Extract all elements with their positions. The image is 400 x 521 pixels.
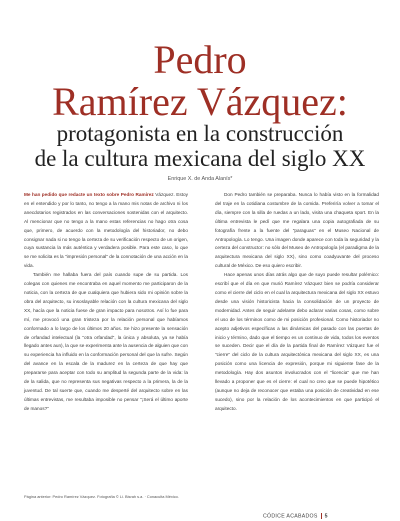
article-title-line2: Ramírez Vázquez: bbox=[52, 79, 348, 124]
left-column bbox=[24, 191, 188, 414]
footer-divider bbox=[321, 513, 322, 519]
right-paragraph-2: Hace apenas unos días atrás algo que de suyo puede resultar polémico: escribí que el día en que murió Ramírez Vázquez bien se podría considerar como el cierre del ciclo en el cual la arquitectura mexicana del siglo XX estuvo desde una visión historicista hacia la consolidación de un proyecto de modernidad. Antes de seguir adelante debo aclarar varias cosas, como sobre el uso de los términos como de mi posición profesional. Como historiador no acepto adjetivos específicas a las dinámicas del pasado con las puertas de inicio y término, dado que el tiempo es un continuo de vida, todos los eventos se suceden. Decir que el día de la partida final de Ramírez Vázquez fue el "cierre" del ciclo de la cultura arquitectónica mexicana del siglo XX, es una posición como una licencia de expresión, porque mi siguiente fase de la metodología. Hay dos asuntos involucrados con el "licencia" que me han llevado a proponer que es el cierre: el cual no creo que se puede hipotético (aunque no deja de reconocer que estaba una posición de creatividad en ese sucedo), sino por la relación de los acontecimientos en que participó el arquitecto. bbox=[215, 272, 379, 411]
left-paragraph-2: También me hallaba fuera del país cuando supe de su partida. Los colegas con quienes me encontraba en aquel momento me participaron de la noticia, con la certeza de que cualquiera que hubiera sido mi opinión sobre la obra del arquitecto, su insoslayable relación con la cultura mexicana del siglo XX, hacía que la noticia fuese de gran impacto para nosotros. Así lo fue para mí, me provocó una gran tristeza por la relación personal que habíamos conformado a lo largo de los últimos 20 años. Se hizo presente la sensación de orfandad intelectual (la "otra orfandad", la única y absoluta, ya se había llegado antes aun), la que se experimenta ante la ausencia de alguien que con su experiencia ha influido en la conformación personal del que la sufre. Según del avance en la escala de la madurez en la certeza de que hay que prepararse para aceptar con todo su amplitud la segunda parte de la vida: la de la salida, que no representa sus negativas respecto a la primera, la de la juventud. De tal suerte que, cuando me desperté del arquitecto sobre en las últimas entrevistas, me resultaba imposible no pensar "¡Será el último aporte de manos?" bbox=[24, 272, 188, 411]
page-footer bbox=[263, 513, 328, 519]
page-number: 5 bbox=[324, 513, 328, 520]
article-subtitle-line2: de la cultura mexicana del siglo XX bbox=[34, 146, 366, 171]
left-paragraph-1 bbox=[24, 191, 188, 271]
right-column bbox=[215, 191, 379, 414]
article-title-line1: Pedro bbox=[153, 37, 247, 82]
author-byline: Enrique X. de Anda Alanís* bbox=[167, 176, 233, 182]
lead-in-text: Me han pedido que redacte un texto sobre Pedro Ramírez bbox=[24, 192, 154, 197]
publication-label: CÓDICE ACABADOS bbox=[263, 513, 318, 520]
article-subtitle-line1: protagonista en la construcción bbox=[56, 121, 344, 146]
photo-caption: Página anterior: Pedro Ramírez Vázquez. Fotografía © Li. Bisrah s.a. · Conaculta México. bbox=[24, 494, 179, 499]
right-paragraph-1: Don Pedro también se preparaba. Nunca lo había visto en la formalidad del traje en la cotidiana costumbre de la comida. Preferiría volver a tomar el día, siempre con la silla de ruedas a un lado, visita una chaqueta sport. En la última entrevista le pedí que me regalara una copia autografiada de su fotografía frente a la fuente del "paraguas" en el Museo Nacional de Antropología. Lo tengo. Una imagen donde aparece con toda la seguridad y la certeza del constructor: no sólo del Museo de Antropología (el paradigma de la arquitectura mexicana del siglo XX), sino como coadyuvante del proceso cultural de México. De eso quiero escribir. bbox=[215, 192, 379, 269]
left-paragraph-1-text: Vázquez. Estoy en el entendido y por lo tanto, no tengo a la mano mis notas de archivo ni los anecdotarios registrados en las conversaciones sostenidas con el arquitecto. Al mencionar que no tengo a la mano estas referencias no hago otra cosa que, primero, de acuerdo con la metodología del historiador, no debo consignar nada si no tengo la certeza de su verificación respecto de un origen, cuya sustancia la más auténtica y verdadera posible. Para este caso, lo que se me solicita es la "impresión personal" de la connotación de una acción en la vida. bbox=[24, 192, 188, 269]
